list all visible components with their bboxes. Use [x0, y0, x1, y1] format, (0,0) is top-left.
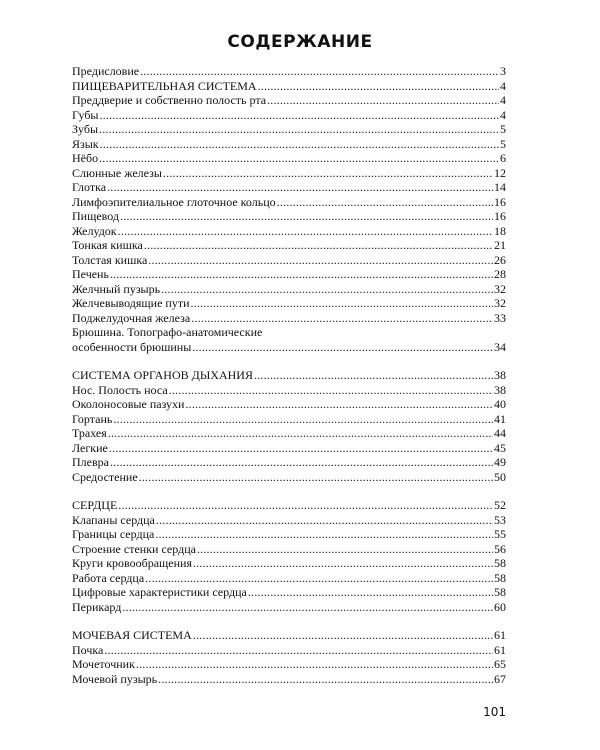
dot-leader: [99, 122, 499, 137]
toc-entry-label: Средостение: [72, 469, 138, 484]
toc-entry-label: Толстая кишка: [72, 252, 148, 267]
toc-entry[interactable]: [72, 296, 506, 311]
dot-leader: [197, 542, 493, 557]
dot-leader: [148, 253, 493, 268]
toc-entry-page: 61: [494, 628, 506, 642]
toc-entry-list: [72, 383, 506, 485]
dot-leader: [144, 238, 493, 253]
toc-entry[interactable]: [72, 571, 506, 586]
toc-entry-page: 41: [494, 411, 506, 426]
toc-section-respiratory: [72, 368, 506, 484]
toc-entry-label: Губы: [72, 107, 99, 122]
toc-entry-label: Околоносовые пазухи: [72, 397, 185, 411]
dot-leader: [191, 296, 494, 311]
toc-entry-page: 4: [500, 93, 506, 107]
toc-entry[interactable]: [72, 470, 506, 485]
toc-entry[interactable]: [72, 383, 506, 398]
toc-entry-label: Слюнные железы: [72, 165, 162, 180]
toc-entry-label: Желчный пузырь: [72, 281, 161, 296]
toc-entry-page: 4: [500, 78, 506, 93]
toc-entry-page: 49: [494, 455, 506, 469]
dot-leader: [248, 585, 493, 600]
toc-entry[interactable]: [72, 166, 506, 181]
table-of-contents: [72, 64, 506, 686]
dot-leader: [108, 426, 493, 441]
toc-section-heading[interactable]: [72, 498, 506, 513]
toc-entry-label: Перикард: [72, 599, 122, 614]
toc-entry[interactable]: [72, 397, 506, 412]
dot-leader: [158, 672, 493, 687]
toc-entry-page: 4: [500, 107, 506, 122]
toc-entry-label: Тонкая кишка: [72, 238, 143, 252]
toc-entry-label: Поджелудочная железа: [72, 310, 191, 325]
toc-entry-page: 58: [494, 585, 506, 599]
toc-entry[interactable]: [72, 643, 506, 658]
toc-entry[interactable]: [72, 224, 506, 239]
dot-leader: [113, 412, 493, 427]
toc-entry-label: Цифровые характеристики сердца: [72, 585, 247, 599]
dot-leader: [267, 93, 499, 108]
toc-entry-page: 6: [500, 151, 506, 165]
toc-entry-label: Пищевод: [72, 209, 119, 223]
dot-leader: [254, 368, 493, 383]
toc-entry-page: 32: [494, 296, 506, 310]
toc-entry-label: Мочеточник: [72, 657, 135, 671]
toc-entry-label: Мочевой пузырь: [72, 671, 158, 686]
toc-section-heading[interactable]: [72, 79, 506, 94]
toc-entry-label: Почка: [72, 642, 104, 657]
toc-entry-page: 33: [494, 310, 506, 325]
toc-entry-page: 58: [494, 556, 506, 570]
toc-entry-page: 18: [494, 223, 506, 238]
dot-leader: [258, 79, 499, 94]
toc-entry-peritoneum[interactable]: [72, 325, 506, 354]
toc-entry-page: 38: [494, 382, 506, 397]
toc-entry-label: Преддверие и собственно полость рта: [72, 93, 267, 107]
toc-entry[interactable]: [72, 426, 506, 441]
toc-section-heading[interactable]: [72, 368, 506, 383]
toc-entry[interactable]: [72, 311, 506, 326]
toc-entry-page: 60: [494, 599, 506, 614]
toc-entry-label: Язык: [72, 136, 99, 151]
dot-leader: [100, 137, 499, 152]
dot-leader: [155, 527, 493, 542]
dot-leader: [104, 643, 493, 658]
toc-entry-label: Предисловие: [72, 64, 140, 78]
toc-entry-page: 65: [494, 657, 506, 671]
dot-leader: [156, 513, 493, 528]
toc-entry[interactable]: [72, 180, 506, 195]
dot-leader: [107, 180, 493, 195]
toc-entry[interactable]: [72, 238, 506, 253]
toc-entry-page: 52: [494, 498, 506, 512]
toc-entry[interactable]: [72, 672, 506, 687]
toc-entry-label: Желудок: [72, 223, 117, 238]
toc-entry-label: Нос. Полость носа: [72, 382, 168, 397]
toc-entry[interactable]: [72, 209, 506, 224]
toc-entry-page: 21: [494, 238, 506, 252]
page-number: 101: [483, 705, 506, 719]
toc-entry-page: 53: [494, 512, 506, 527]
toc-entry-page: 14: [494, 180, 506, 194]
toc-entry[interactable]: [72, 122, 506, 137]
toc-entry-label: Круги кровообращения: [72, 556, 192, 570]
toc-entry-label: СИСТЕМА ОРГАНОВ ДЫХАНИЯ: [72, 368, 253, 382]
toc-entry[interactable]: [72, 527, 506, 542]
toc-entry-page: 16: [494, 194, 506, 209]
toc-entry-label: СЕРДЦЕ: [72, 498, 118, 512]
toc-entry[interactable]: [72, 542, 506, 557]
toc-section-heart: [72, 498, 506, 614]
toc-entry-page: 56: [494, 541, 506, 556]
toc-entry-list: [72, 93, 506, 325]
toc-entry[interactable]: [72, 556, 506, 571]
dot-leader: [145, 571, 493, 586]
toc-entry[interactable]: [72, 455, 506, 470]
toc-entry-list: [72, 643, 506, 687]
toc-entry-list: [72, 513, 506, 615]
toc-entry-page: 58: [494, 570, 506, 585]
toc-section-urinary: [72, 628, 506, 686]
page-title: СОДЕРЖАНИЕ: [227, 32, 373, 52]
dot-leader: [136, 657, 493, 672]
dot-leader: [169, 383, 493, 398]
toc-entry[interactable]: [72, 137, 506, 152]
dot-leader: [122, 600, 493, 615]
toc-entry-label: Легкие: [72, 440, 108, 455]
toc-entry[interactable]: [72, 267, 506, 282]
dot-leader: [161, 282, 493, 297]
toc-entry-label: Плевра: [72, 455, 109, 469]
toc-entry-page: 50: [494, 469, 506, 484]
toc-entry-label: Работа сердца: [72, 570, 145, 585]
dot-leader: [140, 64, 499, 79]
toc-entry-label-line2: особенности брюшины: [72, 339, 192, 354]
dot-leader: [185, 397, 493, 412]
toc-entry-label: Клапаны сердца: [72, 512, 155, 527]
toc-entry[interactable]: [72, 585, 506, 600]
toc-entry-page: 12: [494, 165, 506, 180]
dot-leader: [163, 166, 493, 181]
toc-entry[interactable]: [72, 282, 506, 297]
dot-leader: [99, 151, 499, 166]
toc-entry[interactable]: [72, 253, 506, 268]
toc-entry-row: [72, 340, 506, 355]
toc-section-digestive: [72, 79, 506, 355]
toc-entry-page: 44: [494, 426, 506, 440]
toc-entry-label: Гортань: [72, 411, 113, 426]
toc-entry-page: 3: [500, 64, 506, 78]
dot-leader: [118, 498, 493, 513]
toc-entry-label: Нёбо: [72, 151, 99, 165]
toc-entry-label: Лимфоэпителиальное глоточное кольцо: [72, 194, 276, 209]
dot-leader: [118, 224, 493, 239]
toc-entry[interactable]: [72, 513, 506, 528]
dot-leader: [110, 267, 493, 282]
dot-leader: [139, 470, 493, 485]
dot-leader: [120, 209, 493, 224]
toc-entry[interactable]: [72, 93, 506, 108]
toc-entry-preface[interactable]: [72, 64, 506, 79]
toc-entry-page: 28: [494, 267, 506, 281]
dot-leader: [192, 340, 493, 355]
toc-entry[interactable]: [72, 600, 506, 615]
toc-entry[interactable]: [72, 441, 506, 456]
toc-entry-page: 55: [494, 527, 506, 541]
toc-entry-label: Границы сердца: [72, 527, 155, 541]
toc-entry-page: 34: [494, 339, 506, 354]
toc-entry-page: 61: [494, 642, 506, 657]
toc-entry-page: 38: [494, 368, 506, 382]
toc-entry[interactable]: [72, 657, 506, 672]
toc-entry[interactable]: [72, 108, 506, 123]
toc-entry-label: МОЧЕВАЯ СИСТЕМА: [72, 628, 192, 642]
dot-leader: [191, 311, 493, 326]
toc-entry-page: 32: [494, 281, 506, 296]
toc-entry[interactable]: [72, 151, 506, 166]
toc-entry[interactable]: [72, 195, 506, 210]
toc-entry-label: Трахея: [72, 426, 107, 440]
toc-entry-label: Строение стенки сердца: [72, 541, 196, 556]
dot-leader: [193, 556, 493, 571]
dot-leader: [193, 628, 493, 643]
toc-entry-page: 5: [500, 136, 506, 151]
dot-leader: [277, 195, 493, 210]
toc-entry[interactable]: [72, 412, 506, 427]
toc-entry-label: Зубы: [72, 122, 99, 136]
toc-entry-page: 16: [494, 209, 506, 223]
toc-entry-page: 40: [494, 397, 506, 411]
toc-entry-page: 5: [500, 122, 506, 136]
dot-leader: [109, 441, 493, 456]
toc-entry-label-line1: Брюшина. Топографо-анатомические: [72, 325, 263, 339]
toc-entry-label: Глотка: [72, 180, 107, 194]
dot-leader: [100, 108, 500, 123]
toc-entry-label: Желчевыводящие пути: [72, 296, 190, 310]
toc-entry-label: Печень: [72, 267, 109, 281]
toc-entry-label: ПИЩЕВАРИТЕЛЬНАЯ СИСТЕМА: [72, 78, 257, 93]
toc-section-heading[interactable]: [72, 628, 506, 643]
toc-entry-page: 45: [494, 440, 506, 455]
toc-entry-page: 26: [494, 252, 506, 267]
toc-entry-page: 67: [494, 671, 506, 686]
dot-leader: [110, 455, 493, 470]
